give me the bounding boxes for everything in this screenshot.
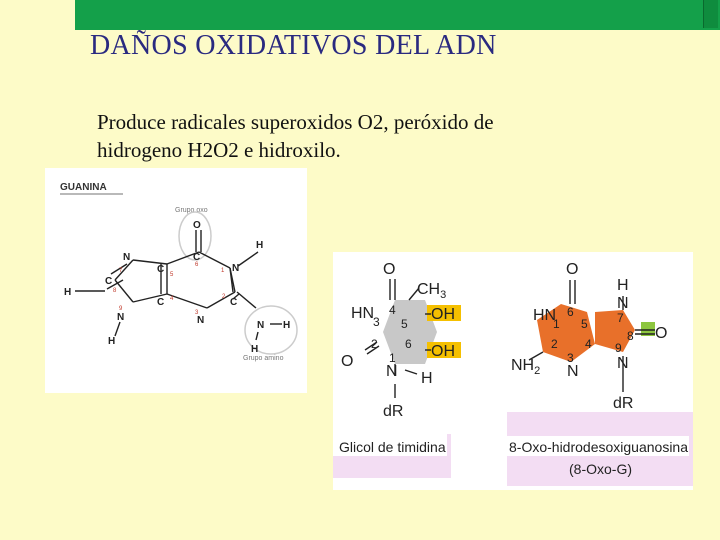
guanine-heading: GUANINA <box>60 182 107 193</box>
svg-text:6: 6 <box>405 337 412 351</box>
svg-text:4: 4 <box>389 303 396 317</box>
svg-text:3: 3 <box>567 351 574 365</box>
svg-text:2: 2 <box>222 294 226 300</box>
damage-products-figure <box>333 252 693 490</box>
svg-text:9: 9 <box>119 306 123 312</box>
svg-text:9: 9 <box>615 341 622 355</box>
svg-text:H: H <box>256 240 264 251</box>
svg-text:C: C <box>105 276 113 287</box>
svg-text:8: 8 <box>627 329 634 343</box>
svg-text:O: O <box>341 353 354 370</box>
svg-text:N: N <box>117 312 125 323</box>
damage-products-diagram <box>333 252 693 490</box>
svg-text:H: H <box>617 277 629 294</box>
svg-text:NH2: $NH_2$ <box>511 357 541 377</box>
svg-text:3: 3 <box>195 310 199 316</box>
svg-text:4: 4 <box>585 337 592 351</box>
svg-text:C: C <box>157 264 165 275</box>
svg-text:N: N <box>123 252 131 263</box>
svg-text:CH3: $CH_3$ <box>417 281 447 301</box>
top-bar-end-block <box>703 0 718 28</box>
guanine-figure <box>45 168 307 393</box>
svg-text:N: N <box>232 263 240 274</box>
svg-text:H: H <box>283 320 291 331</box>
slide-title: DAÑOS OXIDATIVOS DEL ADN <box>90 30 497 61</box>
top-bar <box>0 0 720 30</box>
amino-group-label: Grupo amino <box>243 355 284 362</box>
top-bar-gap <box>0 0 75 30</box>
svg-text:N: N <box>617 295 629 312</box>
svg-text:7: 7 <box>617 311 624 325</box>
svg-text:N: N <box>197 315 205 326</box>
svg-text:2: 2 <box>551 337 558 351</box>
caption-thymidine-glycol: Glicol de timidina <box>339 439 446 455</box>
svg-text:N: N <box>257 320 265 331</box>
svg-text:H: H <box>251 344 259 355</box>
slide-body-text: Produce radicales superoxidos O2, peróxido de hidrogeno H2O2 e hidroxilo. <box>97 110 494 162</box>
svg-text:3: 3 <box>373 315 380 329</box>
svg-text:O: O <box>655 325 668 342</box>
svg-text:5: 5 <box>401 317 408 331</box>
svg-text:N: N <box>386 363 398 380</box>
svg-text:HN: HN <box>351 305 375 322</box>
guanine-atoms <box>64 220 290 355</box>
caption-8-oxo-g-abbrev: (8-Oxo-G) <box>569 461 632 477</box>
svg-text:OH: OH <box>431 343 455 360</box>
svg-text:OH: OH <box>431 306 455 323</box>
svg-text:5: 5 <box>581 317 588 331</box>
guanine-structure-diagram <box>45 168 307 393</box>
svg-text:C: C <box>193 252 201 263</box>
svg-text:1: 1 <box>553 317 560 331</box>
svg-text:7: 7 <box>119 268 123 274</box>
svg-text:H: H <box>108 336 116 347</box>
svg-text:C: C <box>230 297 238 308</box>
oxo-group-label: Grupo oxo <box>175 207 208 214</box>
caption-8-oxo-dg: 8-Oxo-hidrodesoxiguanosina <box>509 439 688 455</box>
svg-text:O: O <box>566 261 579 278</box>
svg-text:H: H <box>421 370 433 387</box>
svg-text:HN: HN <box>533 307 557 324</box>
guanine-ring-numbers <box>113 262 226 316</box>
svg-text:H: H <box>64 287 72 298</box>
svg-text:4: 4 <box>170 296 174 302</box>
svg-text:dR: dR <box>613 395 634 412</box>
svg-text:N: N <box>617 355 629 372</box>
svg-text:O: O <box>193 220 201 231</box>
svg-text:dR: dR <box>383 403 404 420</box>
svg-text:2: 2 <box>371 337 378 351</box>
svg-text:1: 1 <box>389 351 396 365</box>
svg-text:N: N <box>567 363 579 380</box>
svg-text:6: 6 <box>567 305 574 319</box>
svg-text:1: 1 <box>221 268 225 274</box>
svg-text:8: 8 <box>113 288 117 294</box>
svg-text:5: 5 <box>170 272 174 278</box>
svg-text:6: 6 <box>195 262 199 268</box>
svg-text:C: C <box>157 297 165 308</box>
svg-text:O: O <box>383 261 396 278</box>
